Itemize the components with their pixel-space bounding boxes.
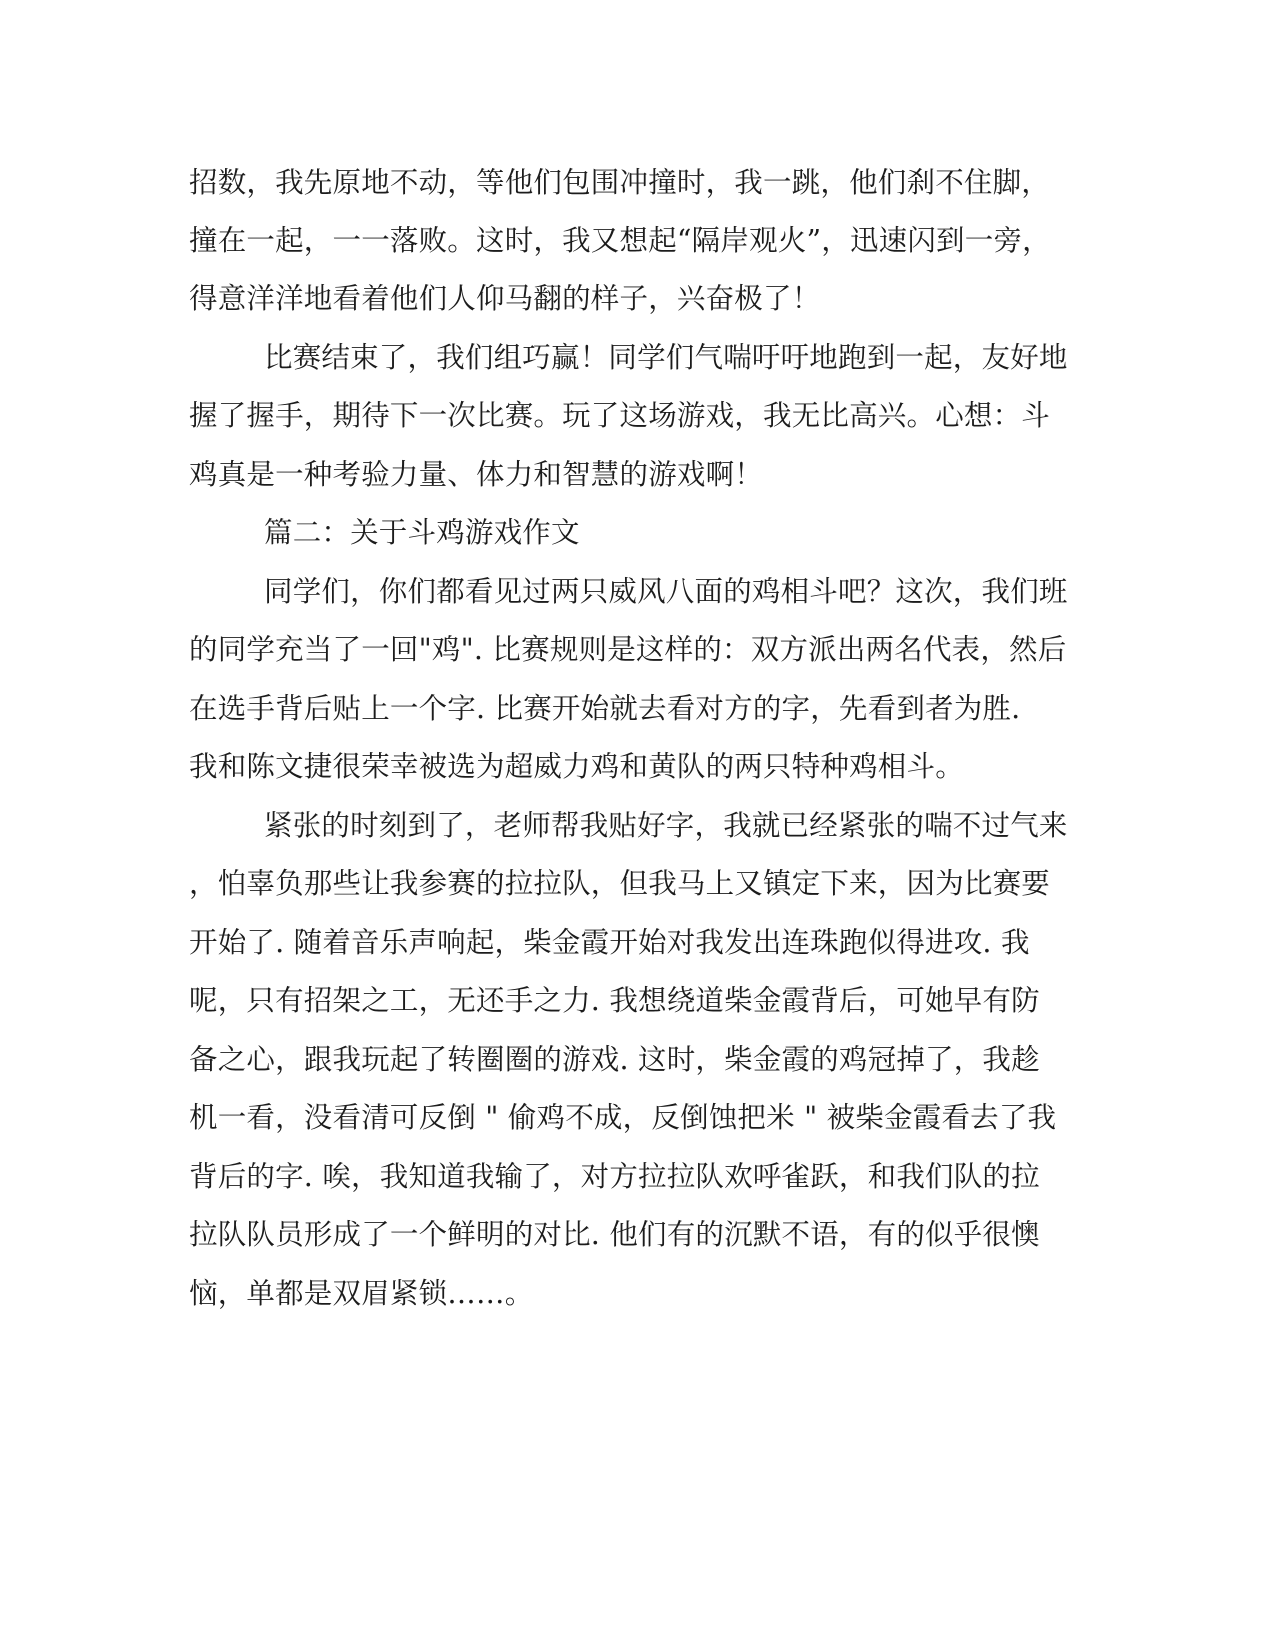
text-line: 握了握手，期待下一次比赛。玩了这场游戏，我无比高兴。心想：斗	[189, 399, 1051, 432]
text-line: 撞在一起，一一落败。这时，我又想起“隔岸观火”，迅速闪到一旁，	[189, 224, 1051, 257]
paragraph-start-line: 比赛结束了，我们组巧赢！同学们气喘吁吁地跑到一起，友好地	[264, 341, 1068, 374]
paragraph-start-line: 紧张的时刻到了，老师帮我贴好字，我就已经紧张的喘不过气来	[264, 809, 1068, 842]
text-line: 备之心，跟我玩起了转圈圈的游戏. 这时，柴金霞的鸡冠掉了，我趁	[189, 1043, 1040, 1076]
paragraph-start-line: 同学们，你们都看见过两只威风八面的鸡相斗吧？这次，我们班	[264, 575, 1068, 608]
text-line: 拉队队员形成了一个鲜明的对比. 他们有的沉默不语，有的似乎很懊	[189, 1218, 1040, 1251]
text-line: 招数，我先原地不动，等他们包围冲撞时，我一跳，他们刹不住脚，	[189, 166, 1051, 199]
section-heading: 篇二：关于斗鸡游戏作文	[264, 516, 580, 549]
text-line: ，怕辜负那些让我参赛的拉拉队，但我马上又镇定下来，因为比赛要	[189, 867, 1051, 900]
text-line: 得意洋洋地看着他们人仰马翻的样子，兴奋极了！	[189, 282, 821, 315]
text-line: 我和陈文捷很荣幸被选为超威力鸡和黄队的两只特种鸡相斗。	[189, 750, 964, 783]
text-line: 的同学充当了一回"鸡". 比赛规则是这样的：双方派出两名代表，然后	[189, 633, 1067, 666]
text-line: 恼，单都是双眉紧锁……。	[189, 1277, 534, 1310]
text-line: 机一看，没看清可反倒 " 偷鸡不成，反倒蚀把米 " 被柴金霞看去了我	[189, 1101, 1057, 1134]
text-line: 呢，只有招架之工，无还手之力. 我想绕道柴金霞背后，可她早有防	[189, 984, 1040, 1017]
text-line: 在选手背后贴上一个字. 比赛开始就去看对方的字，先看到者为胜.	[189, 692, 1021, 725]
text-line: 开始了. 随着音乐声响起，柴金霞开始对我发出连珠跑似得进攻. 我	[189, 926, 1030, 959]
text-line: 背后的字. 唉，我知道我输了，对方拉拉队欢呼雀跃，和我们队的拉	[189, 1160, 1040, 1193]
text-line: 鸡真是一种考验力量、体力和智慧的游戏啊！	[189, 458, 764, 491]
